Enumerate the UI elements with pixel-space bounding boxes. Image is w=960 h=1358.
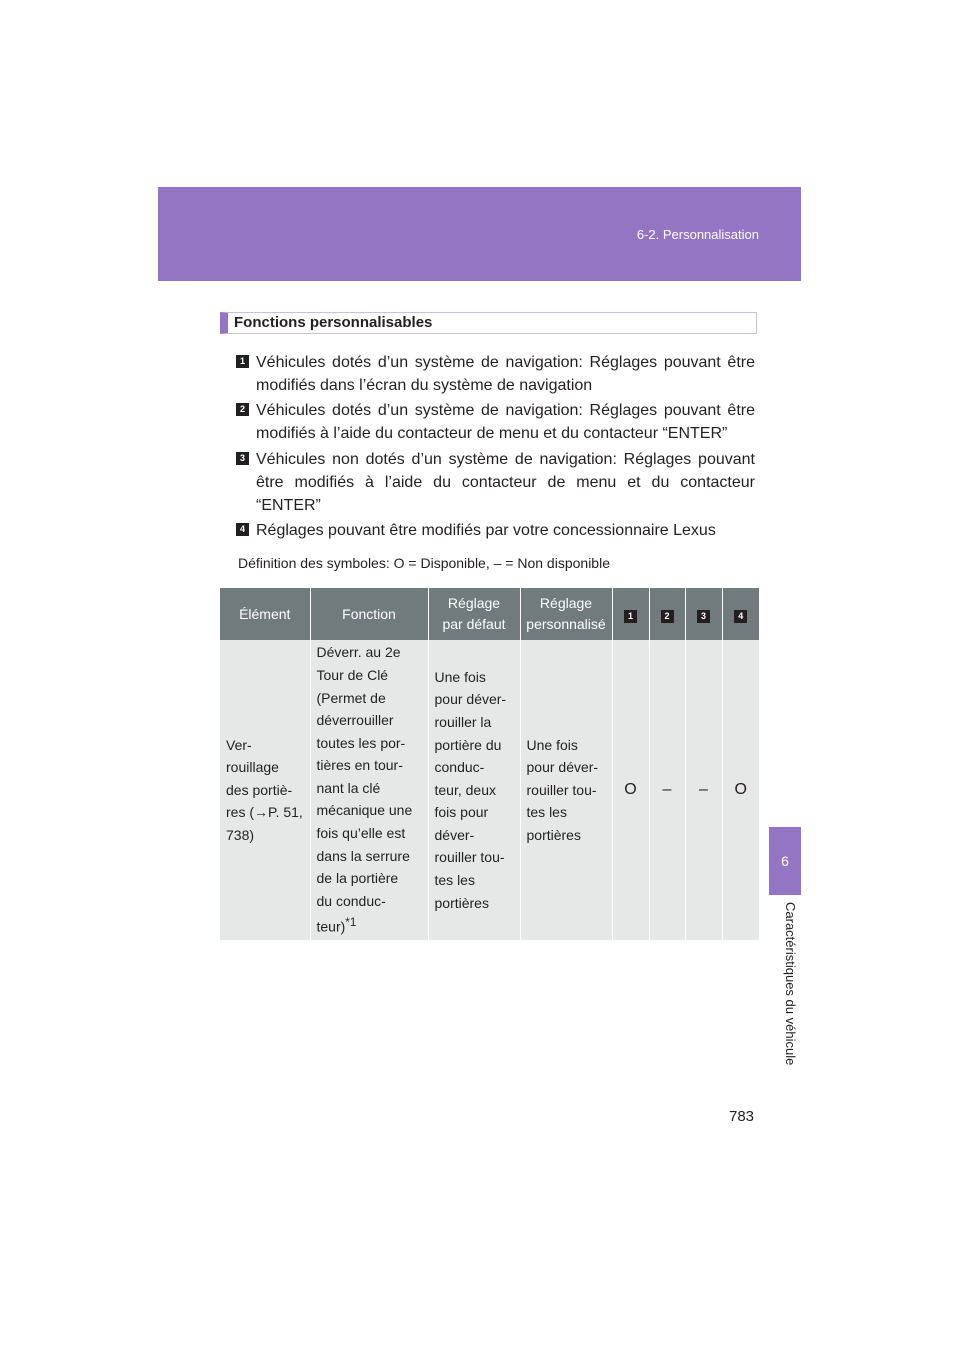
cell-custom-setting bbox=[520, 640, 612, 940]
footnote-marker: *1 bbox=[345, 916, 357, 930]
header-method-3 bbox=[685, 588, 722, 640]
list-item bbox=[236, 448, 755, 517]
section-heading-text: Fonctions personnalisables bbox=[234, 314, 433, 331]
cell-line: de la portière bbox=[316, 870, 399, 887]
cell-method-1: O bbox=[612, 640, 649, 940]
cell-line: portières bbox=[434, 894, 489, 911]
number-badge-icon: 1 bbox=[236, 355, 249, 368]
cell-line: (Permet de bbox=[316, 689, 386, 706]
chapter-number: 6 bbox=[781, 853, 789, 869]
cell-line: Une fois bbox=[526, 736, 578, 753]
cell-line: rouiller tou- bbox=[434, 849, 505, 866]
header-method-2 bbox=[649, 588, 685, 640]
cell-line: toutes les por- bbox=[316, 734, 406, 751]
list-item bbox=[236, 519, 755, 542]
list-item-text: Véhicules dotés d’un système de navigation: Réglages pouvant être modifiés à l’aide du contacteur de menu et du contacteur “ENTER” bbox=[256, 402, 755, 442]
number-badge-icon: 4 bbox=[236, 523, 249, 536]
chapter-tab[interactable] bbox=[769, 827, 801, 895]
cell-line: tes les bbox=[434, 872, 475, 889]
header-default-setting bbox=[428, 588, 520, 640]
header-method-4 bbox=[722, 588, 759, 640]
list-item-text: Véhicules dotés d’un système de navigation: Réglages pouvant être modifiés dans l’écran du système de navigation bbox=[256, 354, 755, 394]
header-custom-line2: personnalisé bbox=[526, 616, 606, 632]
cell-line: rouiller la bbox=[434, 713, 492, 730]
number-badge-icon: 4 bbox=[734, 610, 747, 623]
header-method-1 bbox=[612, 588, 649, 640]
number-badge-icon: 3 bbox=[236, 452, 249, 465]
header-section-title: 6-2. Personnalisation bbox=[636, 227, 759, 242]
header-element: Élément bbox=[220, 588, 310, 640]
cell-line: des portiè- bbox=[226, 781, 293, 798]
table-row bbox=[220, 640, 759, 940]
chapter-label: Caractéristiques du véhicule bbox=[783, 902, 798, 1066]
symbol-legend: Définition des symboles: O = Disponible, – = Non disponible bbox=[238, 555, 610, 571]
cell-line: Ver- bbox=[226, 736, 252, 753]
cell-line: teur) bbox=[316, 919, 346, 936]
cell-line: déver- bbox=[434, 826, 475, 843]
list-item-text: Réglages pouvant être modifiés par votre concessionnaire Lexus bbox=[256, 522, 716, 539]
section-heading bbox=[220, 312, 757, 334]
cell-line: teur, deux bbox=[434, 781, 496, 798]
page-number: 783 bbox=[729, 1108, 755, 1125]
cell-line: fois pour bbox=[434, 804, 489, 821]
header-custom-line1: Réglage bbox=[539, 595, 593, 611]
cell-line: portière du bbox=[434, 736, 502, 753]
cell-line: tières en tour- bbox=[316, 757, 403, 774]
list-item bbox=[236, 351, 755, 397]
cell-line: déverrouiller bbox=[316, 712, 394, 729]
header-default-line2: par défaut bbox=[442, 616, 506, 632]
list-item bbox=[236, 399, 755, 445]
table-header-row bbox=[220, 588, 759, 640]
number-badge-icon: 3 bbox=[697, 610, 710, 623]
cell-line: conduc- bbox=[434, 759, 485, 776]
cell-line: du conduc- bbox=[316, 892, 386, 909]
cell-fonction bbox=[310, 640, 428, 940]
header-custom-setting bbox=[520, 588, 612, 640]
settings-table bbox=[220, 588, 759, 940]
header-band bbox=[158, 187, 801, 281]
cell-line: fois qu’elle est bbox=[316, 825, 406, 842]
cell-line-last bbox=[317, 912, 422, 938]
cell-line: nant la clé bbox=[316, 779, 381, 796]
cell-line: res (→P. 51, bbox=[226, 804, 303, 821]
cell-method-2: – bbox=[649, 640, 685, 940]
header-default-line1: Réglage bbox=[447, 595, 501, 611]
list-item-text: Véhicules non dotés d’un système de navigation: Réglages pouvant être modifiés à l’aide du contacteur de menu et du contacteur “ENTER” bbox=[256, 451, 755, 514]
cell-element bbox=[220, 640, 310, 940]
cell-line: rouillage bbox=[226, 759, 279, 776]
cell-line: rouiller tou- bbox=[526, 781, 597, 798]
cell-default-setting bbox=[428, 640, 520, 940]
cell-line: pour déver- bbox=[434, 691, 507, 708]
cell-line: mécanique une bbox=[316, 802, 413, 819]
cell-line: Déverr. au 2e bbox=[316, 644, 401, 661]
cell-line: Tour de Clé bbox=[316, 666, 389, 683]
cell-line: 738) bbox=[226, 826, 255, 843]
cell-method-3: – bbox=[685, 640, 722, 940]
number-badge-icon: 2 bbox=[236, 403, 249, 416]
cell-line: tes les bbox=[526, 804, 567, 821]
cell-line: Une fois bbox=[434, 668, 486, 685]
number-badge-icon: 2 bbox=[661, 610, 674, 623]
number-badge-icon: 1 bbox=[624, 610, 637, 623]
cell-line: portières bbox=[526, 826, 581, 843]
cell-line: dans la serrure bbox=[316, 847, 410, 864]
cell-method-4: O bbox=[722, 640, 759, 940]
header-fonction: Fonction bbox=[310, 588, 428, 640]
cell-line: pour déver- bbox=[526, 759, 599, 776]
